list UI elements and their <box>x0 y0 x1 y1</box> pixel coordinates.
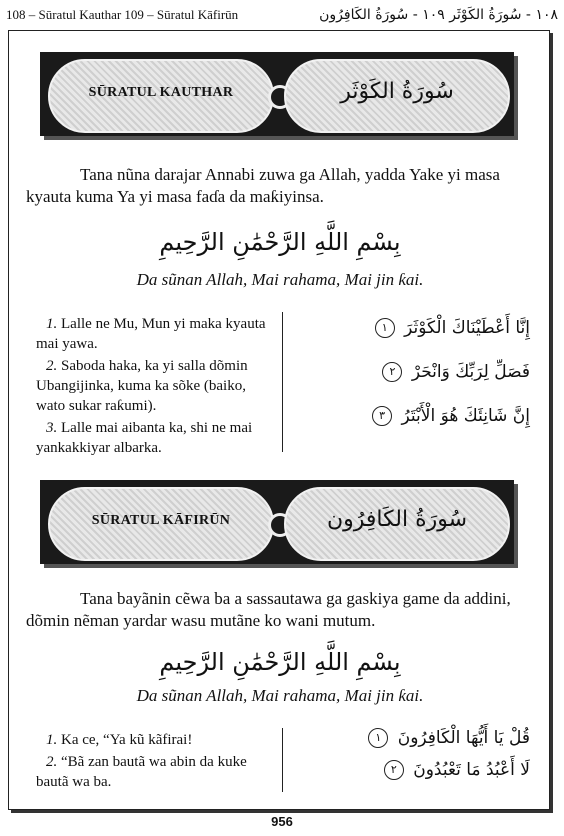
verse-text: Lalle ne Mu, Mun yi maka kyauta mai yawa. <box>36 316 266 352</box>
bismillah-arabic: بِسْمِ اللَّهِ الرَّحْمَٰنِ الرَّحِيمِ <box>159 648 401 676</box>
verse <box>36 314 276 354</box>
arabic-verse <box>300 754 530 786</box>
arabic-verse-text: لَا أَعْبُدُ مَا تَعْبُدُونَ <box>413 760 530 780</box>
surah-intro: Tana nũna darajar Annabi zuwa ga Allah, yadda Yake yi masa kyauta kuma Ya yi masa faɗa da maƙiyinsa. <box>26 165 500 206</box>
banner-right-panel <box>284 487 510 561</box>
verse-number: 3. <box>46 420 58 436</box>
verse-number: 2. <box>46 754 58 770</box>
surah-kauthar-banner <box>40 52 514 136</box>
verse-text: Ka ce, “Ya kũ kãfirai! <box>61 732 193 748</box>
arabic-column <box>300 306 530 438</box>
surah-arabic-title: سُورَةُ الكَافِرُون <box>326 507 468 532</box>
bismillah-arabic: بِسْمِ اللَّهِ الرَّحْمَٰنِ الرَّحِيمِ <box>159 228 401 256</box>
verse <box>36 730 276 750</box>
verse-number: 2. <box>46 358 58 374</box>
bismillah-translation: Da sũnan Allah, Mai rahama, Mai jin ƙai. <box>136 686 424 705</box>
running-header <box>6 4 558 26</box>
verse <box>36 752 276 792</box>
translation-column <box>36 730 276 794</box>
column-divider <box>282 728 283 792</box>
ayah-number-icon: ١ <box>375 318 395 338</box>
arabic-column <box>300 722 530 786</box>
header-left: 108 – Sūratul Kauthar 109 – Sūratul Kāfirūn <box>6 7 239 22</box>
arabic-verse <box>300 394 530 438</box>
verse-text: “Bã zan bautã wa abin da kuke bautã wa ba. <box>36 754 247 790</box>
surah-intro: Tana bayãnin cẽwa ba a sassautawa ga gaskiya game da addini, dõmin nẽman yardar wasu mutãne ko wani mutum. <box>26 589 511 630</box>
ayah-number-icon: ٢ <box>382 362 402 382</box>
arabic-verse-text: فَصَلِّ لِرَبِّكَ وَانْحَرْ <box>411 362 530 382</box>
arabic-verse <box>300 350 530 394</box>
verse <box>36 356 276 416</box>
verse-text: Lalle mai aibanta ka, shi ne mai yankakkiyar albarka. <box>36 420 253 456</box>
arabic-verse <box>300 722 530 754</box>
banner-left-panel <box>48 59 274 133</box>
arabic-verse-text: إِنَّ شَانِئَكَ هُوَ الْأَبْتَرُ <box>401 406 530 426</box>
surah-title: SŪRATUL KĀFIRŪN <box>91 513 231 528</box>
verse-number: 1. <box>46 316 58 332</box>
bismillah-translation: Da sũnan Allah, Mai rahama, Mai jin ƙai. <box>136 270 424 289</box>
surah-arabic-title: سُورَةُ الكَوْثَر <box>340 79 454 104</box>
ayah-number-icon: ١ <box>368 728 388 748</box>
banner-left-panel <box>48 487 274 561</box>
arabic-verse <box>300 306 530 350</box>
surah-title: SŪRATUL KAUTHAR <box>88 85 234 100</box>
arabic-verse-text: قُلْ يَا أَيُّهَا الْكَافِرُونَ <box>397 728 530 748</box>
header-right-arabic: ١٠٨ - سُورَةُ الكَوْثَر ١٠٩ - سُورَةُ الكَافِرُون <box>319 7 558 23</box>
verse-number: 1. <box>46 732 58 748</box>
banner-right-panel <box>284 59 510 133</box>
ayah-number-icon: ٣ <box>372 406 392 426</box>
column-divider <box>282 312 283 452</box>
page-number: 956 <box>271 814 293 829</box>
ayah-number-icon: ٢ <box>384 760 404 780</box>
translation-column <box>36 314 276 460</box>
verse-text: Saboda haka, ka yi salla dõmin Ubangijinka, kuma ka sõke (baiko, wato sukar raƙumi). <box>36 358 248 414</box>
verse <box>36 418 276 458</box>
surah-kafirun-banner <box>40 480 514 564</box>
arabic-verse-text: إِنَّا أَعْطَيْنَاكَ الْكَوْثَرَ <box>404 318 530 338</box>
